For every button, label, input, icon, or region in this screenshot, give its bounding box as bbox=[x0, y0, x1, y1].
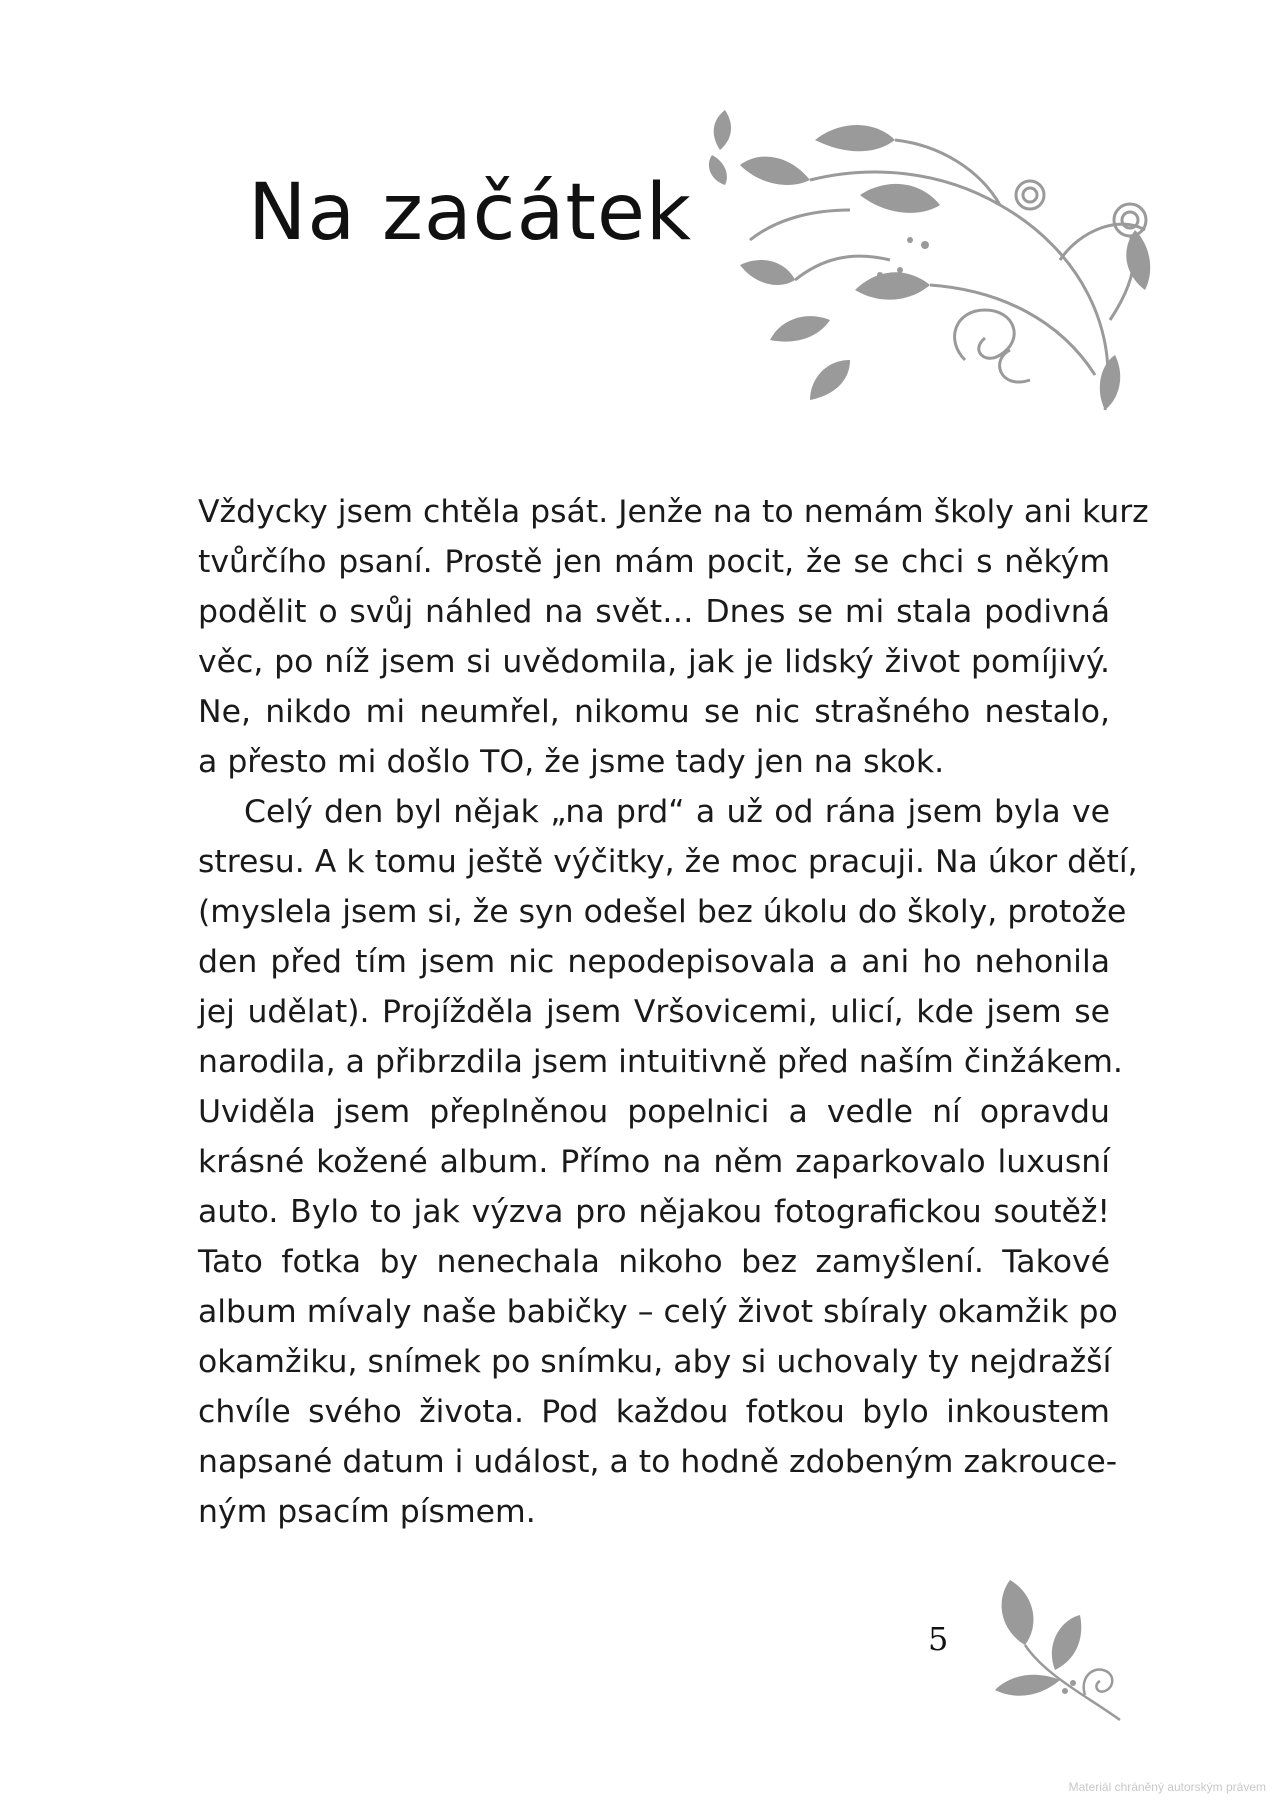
text-line: krásné kožené album. Přímo na něm zaparkovalo luxusní bbox=[198, 1144, 1110, 1180]
text-line: podělit o svůj náhled na svět… Dnes se mi stala podivná bbox=[198, 594, 1110, 630]
text-line: (myslela jsem si, že syn odešel bez úkolu do školy, protože bbox=[198, 894, 1127, 930]
chapter-title: Na začátek bbox=[248, 168, 693, 258]
text-line: narodila, a přibrzdila jsem intuitivně před naším činžákem. bbox=[198, 1044, 1123, 1080]
body-text bbox=[198, 487, 1149, 1537]
text-line: okamžiku, snímek po snímku, aby si uchovaly ty nejdražší bbox=[198, 1344, 1112, 1380]
text-line: den před tím jsem nic nepodepisovala a ani ho nehonila bbox=[198, 944, 1110, 980]
text-line: Uviděla jsem přeplněnou popelnici a vedle ní opravdu bbox=[198, 1094, 1110, 1130]
text-line: a přesto mi došlo TO, že jsme tady jen na skok. bbox=[198, 744, 945, 780]
text-line: album mívaly naše babičky – celý život sbíraly okamžik po bbox=[198, 1294, 1118, 1330]
text-line: věc, po níž jsem si uvědomila, jak je lidský život pomíjivý. bbox=[198, 644, 1110, 680]
copyright-watermark: Materiál chráněný autorským právem bbox=[1068, 1780, 1266, 1794]
text-line: napsané datum i událost, a to hodně zdobeným zakrouce- bbox=[198, 1444, 1118, 1480]
text-line: stresu. A k tomu ještě výčitky, že moc pracuji. Na úkor dětí, bbox=[198, 844, 1138, 880]
text-line: Celý den byl nějak „na prd“ a už od rána jsem byla ve bbox=[244, 794, 1110, 830]
text-line: auto. Bylo to jak výzva pro nějakou fotografickou soutěž! bbox=[198, 1194, 1110, 1230]
text-line: Vždycky jsem chtěla psát. Jenže na to nemám školy ani kurz bbox=[198, 494, 1149, 530]
page-number: 5 bbox=[928, 1620, 949, 1658]
text-line: ným psacím písmem. bbox=[198, 1494, 536, 1530]
text-line: jej udělat). Projížděla jsem Vršovicemi, ulicí, kde jsem se bbox=[198, 994, 1110, 1030]
text-line: Tato fotka by nenechala nikoho bez zamyšlení. Takové bbox=[198, 1244, 1110, 1280]
text-line: tvůrčího psaní. Prostě jen mám pocit, že se chci s někým bbox=[198, 544, 1110, 580]
text-line: Ne, nikdo mi neumřel, nikomu se nic strašného nestalo, bbox=[198, 694, 1110, 730]
leaf-sprig-ornament-icon bbox=[985, 1575, 1135, 1725]
floral-swirl-ornament-icon bbox=[700, 110, 1160, 420]
text-line: chvíle svého života. Pod každou fotkou bylo inkoustem bbox=[198, 1394, 1110, 1430]
